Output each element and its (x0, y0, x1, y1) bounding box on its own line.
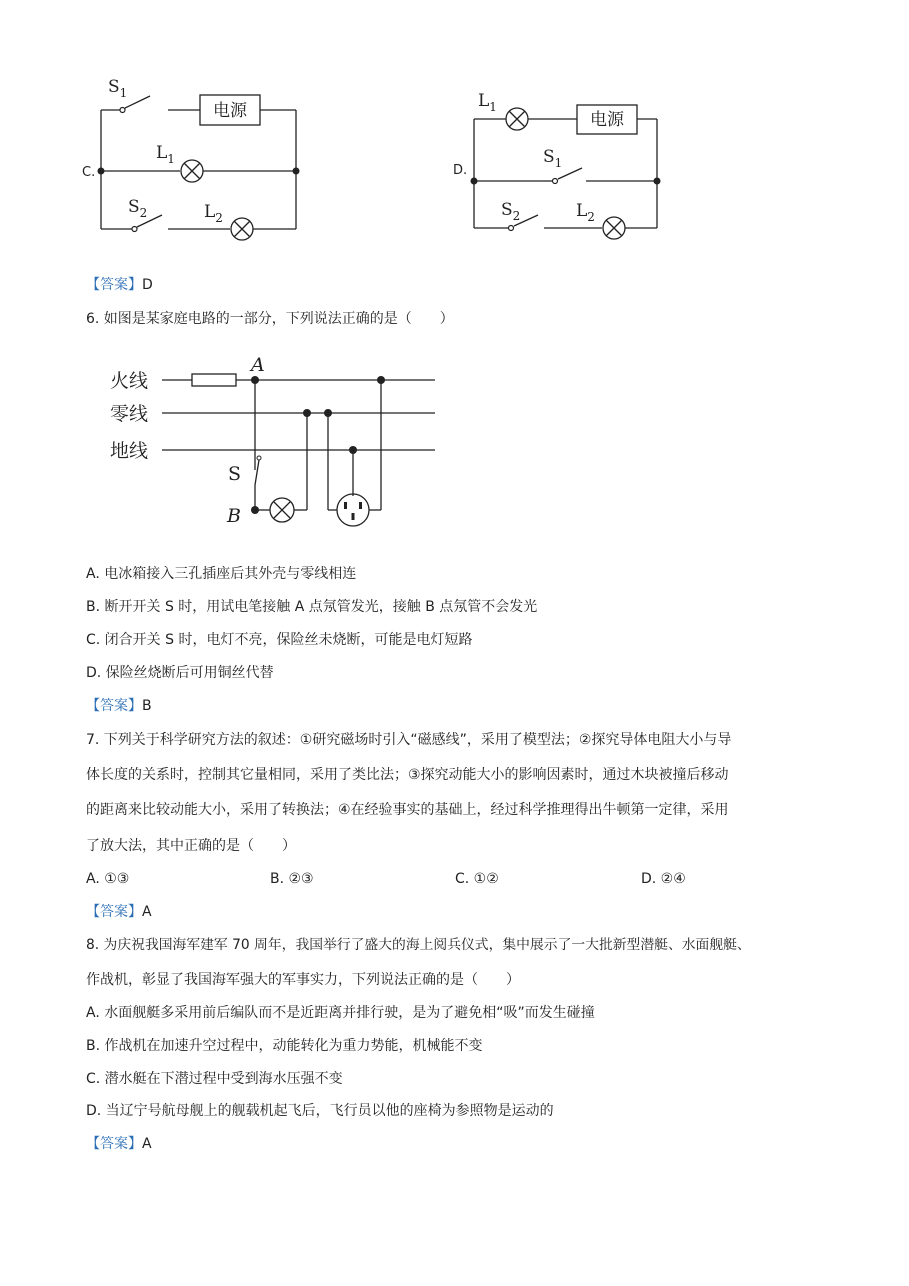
q7-stem-line-2: 体长度的关系时，控制其它量相同，采用了类比法；③探究动能大小的影响因素时，通过木块被撞后移动 (86, 767, 729, 783)
point-a-label: A (251, 354, 265, 376)
q7-answer-value: A (142, 904, 152, 920)
q6-option-a: A. 电冰箱接入三孔插座后其外壳与零线相连 (86, 566, 357, 582)
neutral-wire-label: 零线 (110, 403, 149, 425)
q5-answer (86, 275, 153, 295)
answer-tag: 【答案】 (86, 1136, 142, 1152)
circuit-d-l1: L (478, 91, 490, 111)
q8-stem-line-2: 作战机，彰显了我国海军强大的军事实力，下列说法正确的是（ ） (86, 972, 520, 988)
q6-option-b: B. 断开开关 S 时，用试电笔接触 A 点氖管发光，接触 B 点氖管不会发光 (86, 599, 538, 615)
q6-answer (86, 696, 152, 716)
q6-stem: 6. 如图是某家庭电路的一部分，下列说法正确的是（ ） (86, 311, 454, 327)
q8-stem-line-1: 8. 为庆祝我国海军建军 70 周年，我国举行了盛大的海上阅兵仪式，集中展示了一大批新型潜艇、水面舰艇、 (86, 937, 751, 953)
circuit-d-s2: S (501, 200, 513, 220)
circuit-c-s1: S (108, 77, 120, 97)
circuit-c-s2: S (128, 197, 140, 217)
circuit-c-power-label: 电源 (213, 101, 247, 121)
svg-text:S2: $S_2$ (501, 200, 521, 223)
svg-text:L1: $L_1$ (478, 91, 497, 114)
q7-stem-line-3: 的距离来比较动能大小，采用了转换法；④在经验事实的基础上，经过科学推理得出牛顿第一定律，采用 (86, 802, 729, 818)
circuit-c-label: C. (82, 165, 96, 180)
circuit-d-power-label: 电源 (590, 110, 624, 130)
circuit-d-s1: S (543, 147, 555, 167)
q8-option-d: D. 当辽宁号航母舰上的舰载机起飞后，飞行员以他的座椅为参照物是运动的 (86, 1103, 554, 1119)
q8-option-a: A. 水面舰艇多采用前后编队而不是近距离并排行驶，是为了避免相“吸”而发生碰撞 (86, 1005, 595, 1021)
svg-text:L2: $L_2$ (204, 202, 223, 225)
q6-option-c: C. 闭合开关 S 时，电灯不亮，保险丝未烧断，可能是电灯短路 (86, 632, 473, 648)
circuit-d-label: D. (453, 163, 468, 178)
answer-tag: 【答案】 (86, 277, 142, 293)
q7-answer (86, 902, 152, 922)
circuit-d-l2: L (576, 201, 588, 221)
switch-s-label: S (228, 463, 242, 485)
q8-option-b: B. 作战机在加速升空过程中，动能转化为重力势能，机械能不变 (86, 1038, 483, 1054)
q8-option-c: C. 潜水艇在下潜过程中受到海水压强不变 (86, 1071, 343, 1087)
q8-answer (86, 1134, 152, 1154)
q5-answer-value: D (142, 277, 153, 293)
ground-wire-label: 地线 (110, 440, 149, 462)
svg-text:L2: $L_2$ (576, 201, 595, 224)
q7-stem-line-1: 7. 下列关于科学研究方法的叙述：①研究磁场时引入“磁感线”，采用了模型法；②探究导体电阻大小与导 (86, 732, 732, 748)
answer-tag: 【答案】 (86, 698, 142, 714)
circuit-d-diagram (452, 86, 672, 246)
circuit-c-l2: L (204, 202, 216, 222)
circuit-c-l1: L (156, 143, 168, 163)
q8-answer-value: A (142, 1136, 152, 1152)
svg-text:S1: $S_1$ (108, 77, 128, 100)
household-circuit-diagram (100, 350, 445, 530)
answer-tag: 【答案】 (86, 904, 142, 920)
circuit-c-diagram (80, 70, 320, 245)
svg-text:L1: $L_1$ (156, 143, 175, 166)
q7-option-b: B. ②③ (270, 871, 314, 887)
q6-answer-value: B (142, 698, 152, 714)
q7-option-c: C. ①② (455, 871, 499, 887)
q6-option-d: D. 保险丝烧断后可用铜丝代替 (86, 665, 274, 681)
q7-stem-line-4: 了放大法，其中正确的是（ ） (86, 838, 296, 854)
live-wire-label: 火线 (110, 370, 149, 392)
point-b-label: B (227, 505, 241, 527)
svg-text:S1: $S_1$ (543, 147, 563, 170)
svg-text:S2: $S_2$ (128, 197, 148, 220)
q7-option-a: A. ①③ (86, 871, 130, 887)
q7-option-d: D. ②④ (641, 871, 686, 887)
